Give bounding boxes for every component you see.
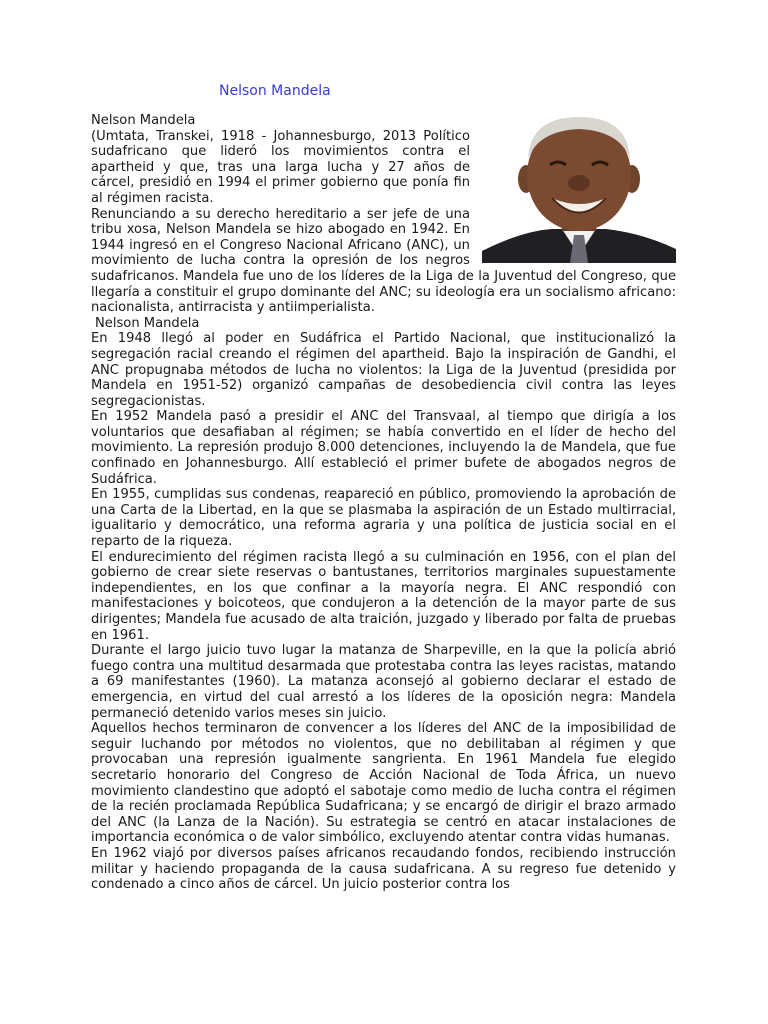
document-page: [91, 82, 676, 893]
paragraph: (Umtata, Transkei, 1918 - Johannesburgo, 2013 Político sudafricano que lideró los movimientos contra el apartheid y que, tras una larga lucha y 27 años de cárcel, presidió en 1994 el primer gobierno que ponía fin al régimen racista.: [91, 128, 470, 206]
paragraph: En 1948 llegó al poder en Sudáfrica el Partido Nacional, que institucionalizó la segregación racial creando el régimen del apartheid. Bajo la inspiración de Gandhi, el ANC propugnaba métodos de lucha no violentos: la Liga de la Juventud (presidida por Mandela en 1951-52) organizó campañas de desobediencia civil contra las leyes segregacionistas.: [91, 331, 676, 409]
paragraph: En 1952 Mandela pasó a presidir el ANC del Transvaal, al tiempo que dirigía a los voluntarios que desafiaban al régimen; se había convertido en el líder de hecho del movimiento. La represión produjo 8.000 detenciones, incluyendo la de Mandela, que fue confinado en Johannesburgo. Allí estableció el primer bufete de abogados negros de Sudáfrica.: [91, 409, 676, 487]
paragraph: En 1955, cumplidas sus condenas, reapareció en público, promoviendo la aprobación de una Carta de la Libertad, en la que se plasmaba la aspiración de un Estado multirracial, igualitario y democrático, una reforma agraria y una política de justicia social en el reparto de la riqueza.: [91, 487, 676, 550]
paragraph: Nelson Mandela: [95, 315, 200, 331]
paragraph: Renunciando a su derecho hereditario a ser jefe de una tribu xosa, Nelson Mandela se hizo abogado en 1942. En 1944 ingresó en el Congreso Nacional Africano (ANC), un movimiento de lucha contra la opresión de los negros sudafricanos. Mandela fue uno de los líderes de la Liga de la Juventud del Congreso, que llegaría a constituir el grupo dominante del ANC; su ideología era un socialismo africano: nacionalista, antirracista y antiimperialista.: [91, 206, 676, 316]
paragraph: Durante el largo juicio tuvo lugar la matanza de Sharpeville, en la que la policía abrió fuego contra una multitud desarmada que protestaba contra las leyes racistas, matando a 69 manifestantes (1960). La matanza aconsejó al gobierno declarar el estado de emergencia, en virtud del cual arrestó a los líderes de la oposición negra: Mandela permaneció detenido varios meses sin juicio.: [91, 643, 676, 721]
paragraph: Aquellos hechos terminaron de convencer a los líderes del ANC de la imposibilidad de seguir luchando por métodos no violentos, que no debilitaban al régimen y que provocaban una represión igualmente sangrienta. En 1961 Mandela fue elegido secretario honorario del Congreso de Acción Nacional de Toda África, un nuevo movimiento clandestino que adoptó el sabotaje como medio de lucha contra el régimen de la recién proclamada República Sudafricana; y se encargó de dirigir el brazo armado del ANC (la Lanza de la Nación). Su estrategia se centró en atacar instalaciones de importancia económica o de valor simbólico, excluyendo atentar contra vidas humanas.: [91, 721, 676, 846]
portrait-illustration: [482, 113, 676, 263]
paragraph: Nelson Mandela: [91, 113, 196, 128]
paragraph: En 1962 viajó por diversos países africanos recaudando fondos, recibiendo instrucción militar y haciendo propaganda de la causa sudafricana. A su regreso fue detenido y condenado a cinco años de cárcel. Un juicio posterior contra los: [91, 845, 676, 893]
document-title: Nelson Mandela: [219, 83, 331, 99]
portrait-photo: [482, 113, 676, 263]
paragraph: El endurecimiento del régimen racista llegó a su culminación en 1956, con el plan del gobierno de crear siete reservas o bantustanes, territorios marginales supuestamente independientes, en los que confinar a la mayoría negra. El ANC respondió con manifestaciones y boicoteos, que condujeron a la detención de la mayor parte de sus dirigentes; Mandela fue acusado de alta traición, juzgado y liberado por falta de pruebas en 1961.: [91, 549, 676, 643]
document-body: [91, 113, 676, 893]
